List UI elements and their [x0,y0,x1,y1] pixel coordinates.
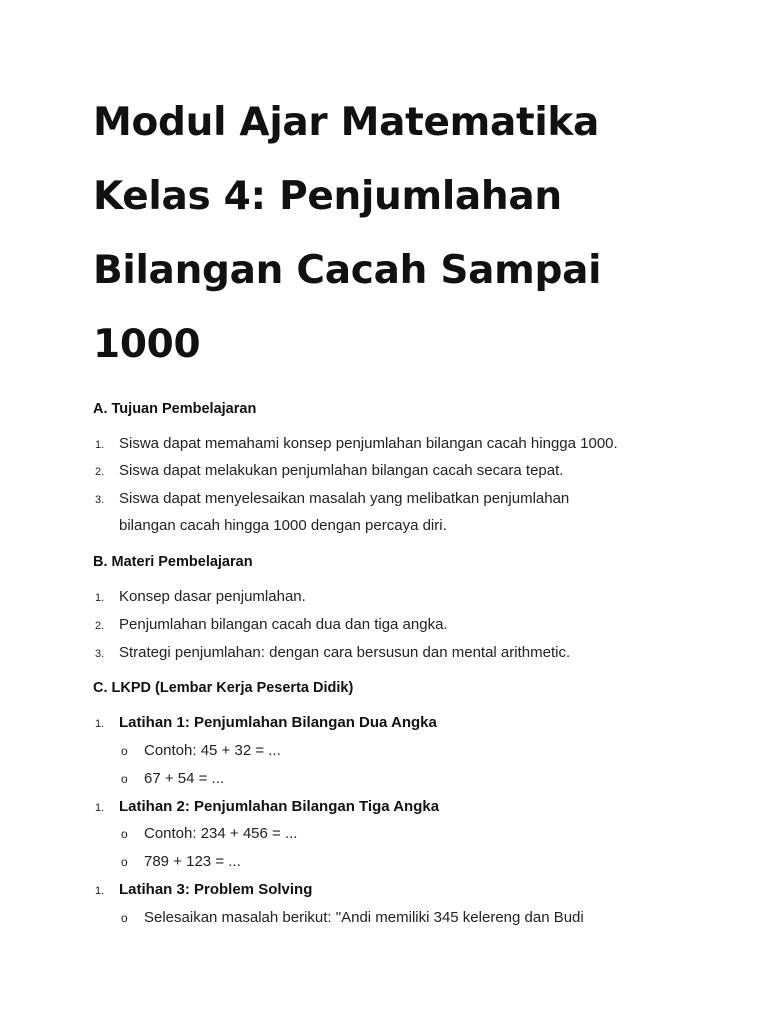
list-item-text: Siswa dapat melakukan penjumlahan bilangan cacah secara tepat. [119,462,564,479]
sub-item-text: Selesaikan masalah berikut: "Andi memiliki 345 kelereng dan Budi [144,909,584,926]
list-item-text: Siswa dapat menyelesaikan masalah yang melibatkan penjumlahan [119,490,570,507]
exercise-title: Latihan 1: Penjumlahan Bilangan Dua Angka [119,714,437,731]
sub-item-text: Contoh: 45 + 32 = ... [144,742,281,759]
list-item-text: Siswa dapat memahami konsep penjumlahan bilangan cacah hingga 1000. [119,435,618,452]
title-line: 1000 [93,322,201,367]
sub-item-text: 67 + 54 = ... [144,770,225,787]
exercise-title: Latihan 2: Penjumlahan Bilangan Tiga Angka [119,798,440,815]
list-item-text: Penjumlahan bilangan cacah dua dan tiga angka. [119,616,448,633]
section-heading-materi: B. Materi Pembelajaran [93,554,253,570]
bullet-marker: o [121,744,128,758]
page-title [93,86,713,382]
list-number: 2. [95,620,105,632]
list-number: 3. [95,648,105,660]
bullet-marker: o [121,827,128,841]
title-line: Kelas 4: Penjumlahan [93,174,562,219]
list-number: 1. [95,592,105,604]
section-heading-tujuan: A. Tujuan Pembelajaran [93,401,257,417]
sub-item-text: Contoh: 234 + 456 = ... [144,825,298,842]
title-line: Bilangan Cacah Sampai [93,248,602,293]
bullet-marker: o [121,855,128,869]
list-number: 1. [95,718,105,730]
list-number: 2. [95,466,105,478]
list-number: 1. [95,885,105,897]
list-number: 1. [95,439,105,451]
list-item-text: Konsep dasar penjumlahan. [119,588,306,605]
title-line: Modul Ajar Matematika [93,100,600,145]
list-number: 1. [95,802,105,814]
list-number: 3. [95,494,105,506]
bullet-marker: o [121,772,128,786]
sub-item-text: 789 + 123 = ... [144,853,241,870]
list-item-text: Strategi penjumlahan: dengan cara bersusun dan mental arithmetic. [119,644,571,661]
exercise-title: Latihan 3: Problem Solving [119,881,313,898]
list-item-text: bilangan cacah hingga 1000 dengan percaya diri. [119,517,447,534]
section-heading-lkpd: C. LKPD (Lembar Kerja Peserta Didik) [93,680,354,696]
bullet-marker: o [121,911,128,925]
